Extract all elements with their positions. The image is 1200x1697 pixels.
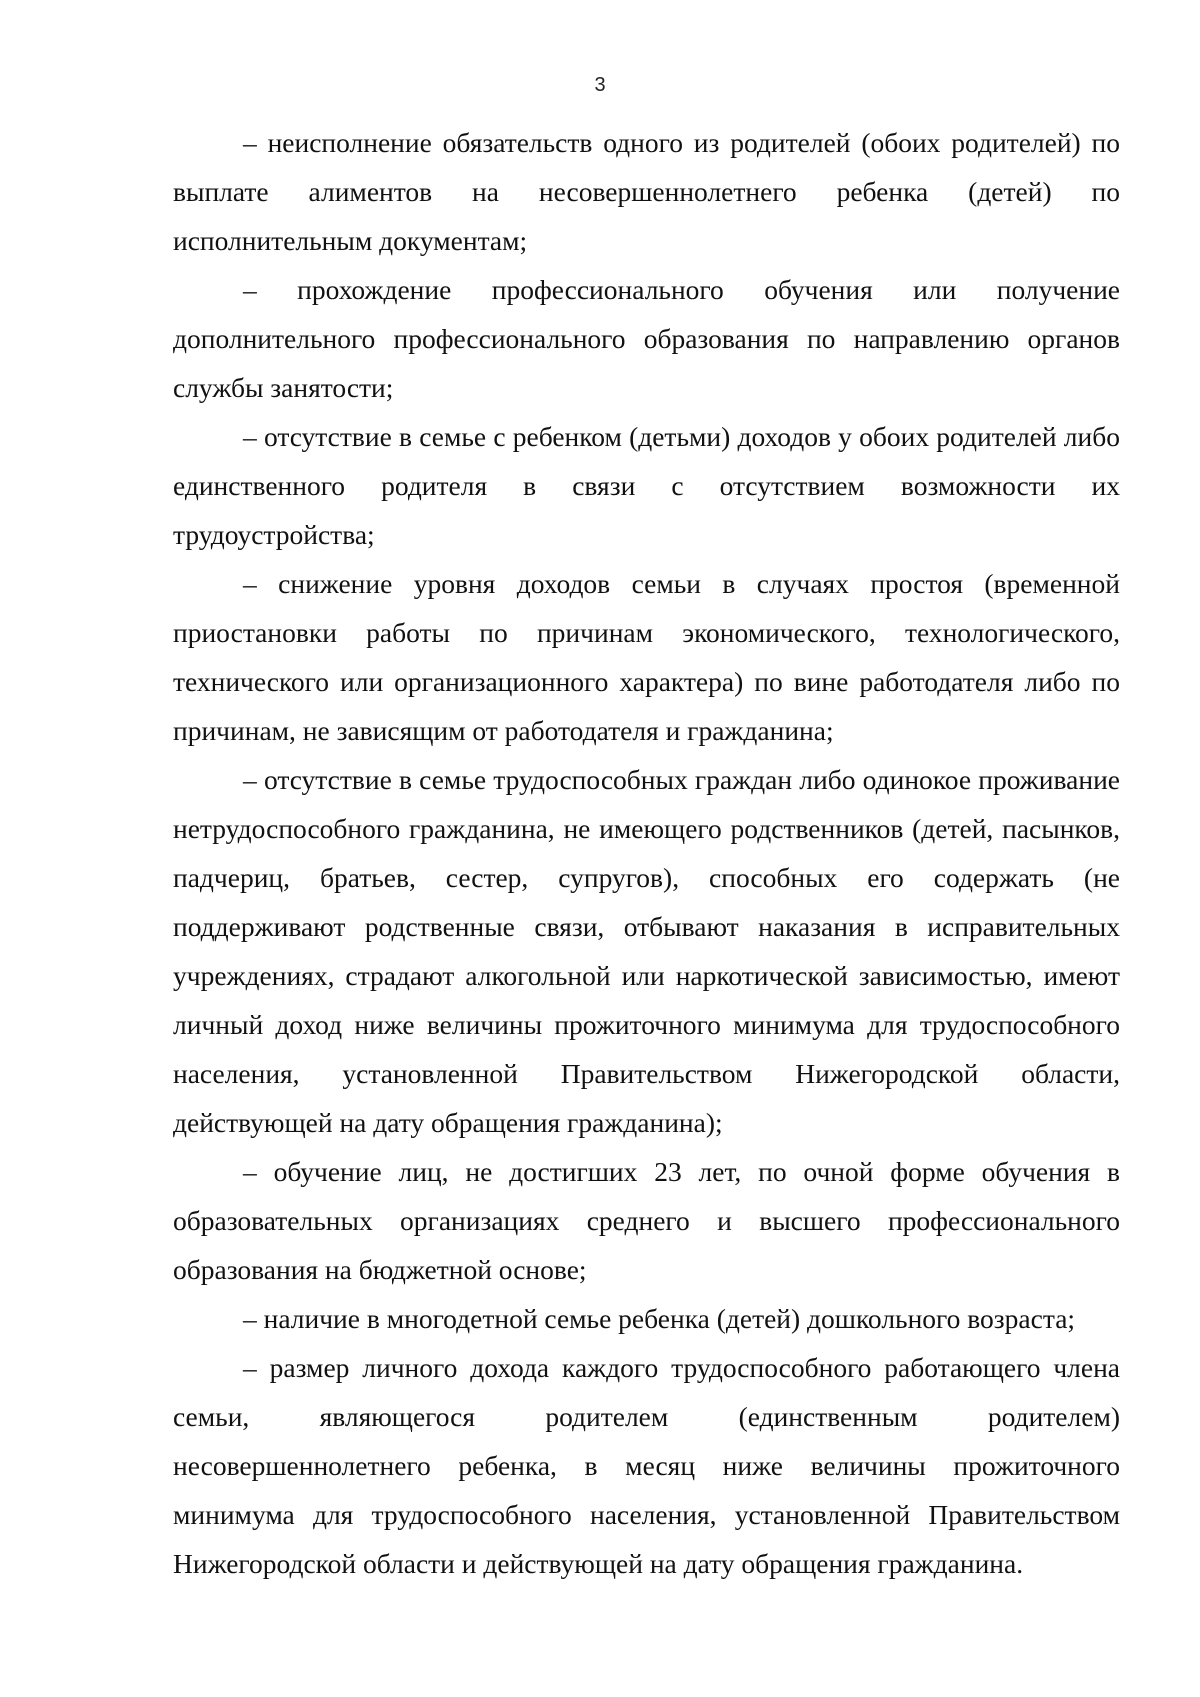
paragraph-no-income: – отсутствие в семье с ребенком (детьми) доходов у обоих родителей либо единственного родителя в связи с отсутствием возможности их трудоустройства; — [173, 421, 1120, 550]
paragraph-income-reduction: – снижение уровня доходов семьи в случаях простоя (временной приостановки работы по причинам экономического, технологического, технического или организационного характера) по вине работодателя либо по причинам, не зависящим от работодателя и гражданина; — [173, 568, 1120, 746]
paragraph-alimony-nonpayment: – неисполнение обязательств одного из родителей (обоих родителей) по выплате алиментов на несовершеннолетнего ребенка (детей) по исполнительным документам; — [173, 127, 1120, 256]
document-body — [173, 118, 1120, 1588]
paragraph-professional-training: – прохождение профессионального обучения или получение дополнительного профессионального образования по направлению органов службы занятости; — [173, 274, 1120, 403]
paragraph-full-time-education: – обучение лиц, не достигших 23 лет, по очной форме обучения в образовательных организациях среднего и высшего профессионального образования на бюджетной основе; — [173, 1156, 1120, 1285]
paragraph-no-able-bodied-citizens: – отсутствие в семье трудоспособных граждан либо одинокое проживание нетрудоспособного гражданина, не имеющего родственников (детей, пасынков, падчериц, братьев, сестер, супругов), способных его содержать (не поддерживают родственные связи, отбывают наказания в исправительных учреждениях, страдают алкогольной или наркотической зависимостью, имеют личный доход ниже величины прожиточного минимума для трудоспособного населения, установленной Правительством Нижегородской области, действующей на дату обращения гражданина); — [173, 764, 1120, 1138]
paragraph-personal-income-below-minimum: – размер личного дохода каждого трудоспособного работающего члена семьи, являющегося родителем (единственным родителем) несовершеннолетнего ребенка, в месяц ниже величины прожиточного минимума для трудоспособного населения, установленной Правительством Нижегородской области и действующей на дату обращения гражданина. — [173, 1352, 1120, 1579]
page-number: 3 — [594, 74, 606, 96]
paragraph-preschool-child: – наличие в многодетной семье ребенка (детей) дошкольного возраста; — [243, 1303, 1076, 1334]
